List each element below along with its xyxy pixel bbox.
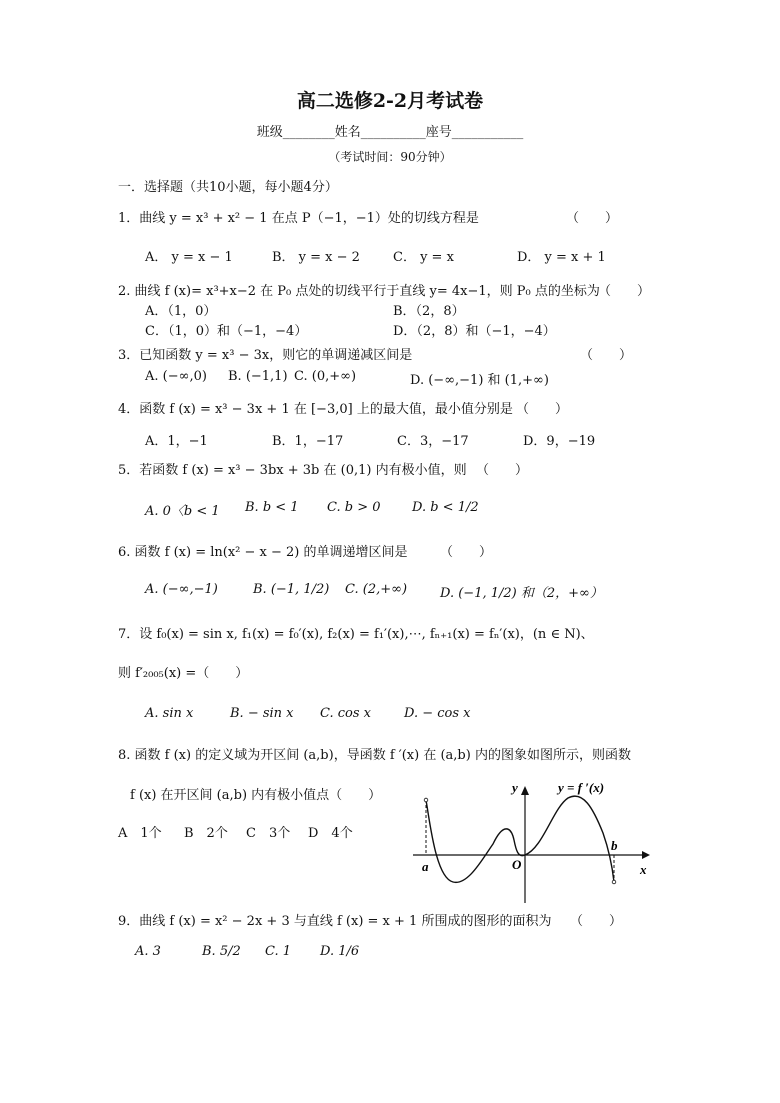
question-7-stem: 7．设 f₀(x) = sin x, f₁(x) = f₀′(x), f₂(x) = f₁′(x),⋯, fₙ₊₁(x) = fₙ′(x)，(n ∈ N)、: [118, 627, 594, 642]
question-1-option-a: A． y = x − 1: [145, 250, 233, 265]
question-1-stem: 1．曲线 y = x³ + x² − 1 在点 P（−1，−1）处的切线方程是: [118, 211, 479, 226]
question-7-option-d: D. − cos x: [404, 706, 471, 721]
question-5-option-a: A. 0〈b < 1: [145, 504, 220, 519]
question-6-option-b: B. (−1, 1/2): [253, 582, 330, 597]
question-3-option-a: A. (−∞,0): [145, 369, 207, 384]
question-8-stem: 8. 函数 f (x) 的定义域为开区间 (a,b)，导函数 f ′(x) 在 (a,b) 内的图象如图所示，则函数: [118, 748, 631, 763]
question-3-option-b: B. (−1,1): [228, 369, 288, 384]
b-label: b: [611, 838, 618, 853]
question-7-option-b: B. − sin x: [230, 706, 294, 721]
question-9-option-b: B. 5/2: [202, 944, 241, 959]
question-9-option-d: D. 1/6: [320, 944, 360, 959]
question-5-option-b: B. b < 1: [245, 500, 299, 515]
question-7-stem-line2: 则 f′₂₀₀₅(x) =（ ）: [118, 666, 249, 681]
question-5-option-c: C. b > 0: [327, 500, 381, 515]
question-7-option-c: C. cos x: [320, 706, 371, 721]
question-5-stem: 5．若函数 f (x) = x³ − 3bx + 3b 在 (0,1) 内有极小值，则: [118, 463, 467, 478]
question-9-option-a: A. 3: [135, 944, 161, 959]
question-6-option-d: D. (−1, 1/2) 和（2，+∞）: [440, 586, 603, 601]
question-6-option-c: C. (2,+∞): [345, 582, 408, 597]
question-8-option-d: D 4个: [308, 826, 353, 841]
x-axis-label: x: [640, 862, 647, 877]
question-4-stem: 4．函数 f (x) = x³ − 3x + 1 在 [−3,0] 上的最大值，最小值分别是: [118, 402, 513, 417]
question-8-option-c: C 3个: [246, 826, 291, 841]
question-7-option-a: A. sin x: [145, 706, 194, 721]
question-1-option-c: C． y = x: [393, 250, 454, 265]
question-3-option-c: C. (0,+∞): [294, 369, 357, 384]
question-3-option-d: D. (−∞,−1) 和 (1,+∞): [410, 373, 549, 388]
question-2-option-b: B．（2，8）: [393, 304, 465, 319]
y-axis-label: y: [512, 780, 518, 795]
question-2-stem: 2. 曲线 f (x)= x³+x−2 在 P₀ 点处的切线平行于直线 y= 4x−1，则 P₀ 点的坐标为: [118, 284, 600, 299]
question-5-answer-paren: （ ）: [476, 463, 529, 478]
question-6-answer-paren: （ ）: [440, 545, 493, 560]
question-1-answer-paren: （ ）: [566, 211, 619, 226]
question-4-option-a: A．1，−1: [145, 434, 208, 449]
open-endpoint-a: [424, 798, 428, 802]
exam-time-note: （考试时间：90分钟）: [328, 150, 452, 164]
derivative-graph: [408, 778, 658, 908]
question-2-option-c: C．（1，0）和（−1，−4）: [145, 324, 308, 339]
question-9-stem: 9．曲线 f (x) = x² − 2x + 3 与直线 f (x) = x + 1 所围成的图形的面积为: [118, 914, 552, 929]
question-2-option-d: D．（2，8）和（−1，−4）: [393, 324, 556, 339]
y-axis-arrow-icon: [521, 786, 529, 795]
question-9-option-c: C. 1: [265, 944, 292, 959]
question-1-option-b: B． y = x − 2: [272, 250, 360, 265]
question-1-option-d: D． y = x + 1: [517, 250, 606, 265]
a-label: a: [422, 859, 429, 874]
x-axis-arrow-icon: [642, 851, 650, 859]
question-4-answer-paren: （ ）: [516, 402, 569, 417]
student-info-line: 班级________姓名__________座号___________: [256, 125, 524, 140]
question-8-stem-line2: f (x) 在开区间 (a,b) 内有极小值点（ ）: [130, 788, 382, 803]
question-6-stem: 6. 函数 f (x) = ln(x² − x − 2) 的单调递增区间是: [118, 545, 408, 560]
question-4-option-d: D．9，−19: [523, 434, 596, 449]
origin-label: O: [512, 857, 522, 872]
question-6-option-a: A. (−∞,−1): [145, 582, 218, 597]
question-9-answer-paren: （ ）: [570, 914, 623, 929]
function-label: y = f ′(x): [558, 780, 605, 795]
question-8-option-b: B 2个: [184, 826, 228, 841]
page-title: 高二选修2-2月考试卷: [296, 90, 484, 112]
question-4-option-c: C．3，−17: [397, 434, 469, 449]
question-3-stem: 3．已知函数 y = x³ − 3x，则它的单调递减区间是: [118, 348, 413, 363]
question-3-answer-paren: （ ）: [580, 348, 633, 363]
section-heading: 一．选择题（共10小题，每小题4分）: [118, 180, 338, 195]
question-5-option-d: D. b < 1/2: [412, 500, 479, 515]
question-4-option-b: B．1，−17: [272, 434, 344, 449]
open-endpoint-b: [612, 880, 616, 884]
question-2-option-a: A．（1，0）: [145, 304, 217, 319]
question-8-option-a: A 1个: [118, 826, 162, 841]
question-2-answer-paren: （ ）: [598, 284, 651, 299]
